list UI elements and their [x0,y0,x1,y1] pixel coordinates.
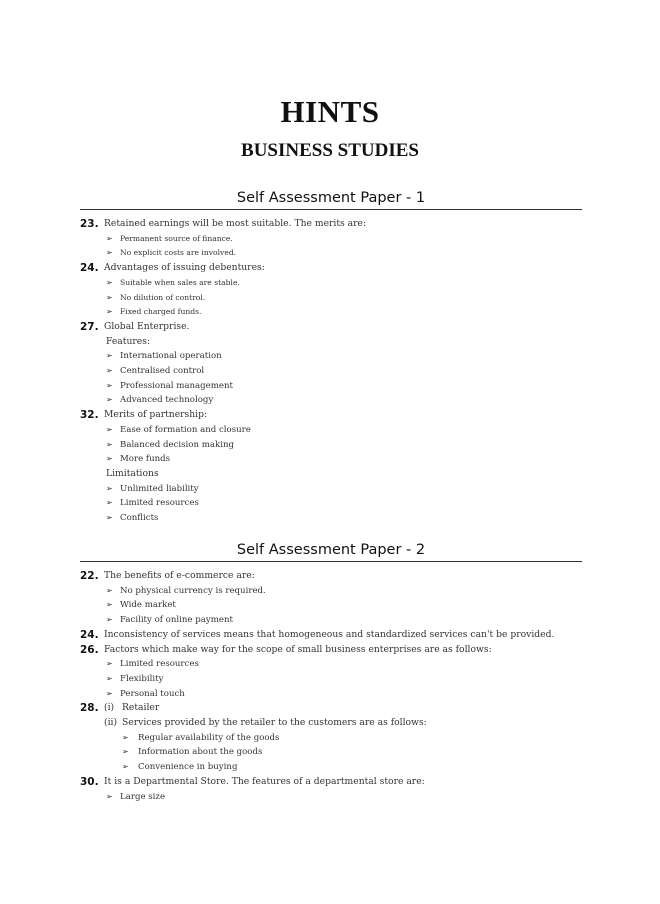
arrow-bullet-icon: ➢ [122,732,129,742]
list-item: ➢ Balanced decision making [80,438,582,453]
question-number: 22. [80,570,99,582]
answer-27 [80,320,582,335]
list-item: ➢ Centralised control [80,364,582,379]
list-item: ➢ Suitable when sales are stable. [80,276,582,291]
arrow-bullet-icon: ➢ [106,513,113,523]
list-item: ➢ Unlimited liability [80,482,582,497]
answer-26 [80,643,582,658]
list-item: ➢ Large size [80,790,582,805]
paper-2-section [80,542,582,804]
answer-24 [80,261,582,276]
arrow-bullet-icon: ➢ [106,439,113,449]
list-item: ➢ More funds [80,452,582,467]
arrow-bullet-icon: ➢ [106,483,113,493]
answer-23 [80,217,582,232]
list-item: ➢ Regular availability of the goods [80,731,582,746]
question-number: 32. [80,409,99,422]
list-item: ➢ Professional management [80,379,582,394]
arrow-bullet-icon: ➢ [106,600,113,610]
arrow-bullet-icon: ➢ [106,277,113,287]
answer-text: Factors which make way for the scope of small business enterprises are as follows: [104,643,492,655]
paper-1-answers [80,217,582,526]
paper-2-answers [80,569,582,804]
question-number: 30. [80,775,99,788]
paper-1-heading: Self Assessment Paper - 1 [80,190,582,210]
arrow-bullet-icon: ➢ [106,233,113,243]
list-item: ➢ Flexibility [80,672,582,687]
list-item: ➢ Information about the goods [80,745,582,760]
page-title: HINTS [280,94,380,129]
page-subtitle: BUSINESS STUDIES [241,140,419,161]
sub-answer-ii [80,716,582,731]
question-number: 26. [80,643,99,656]
list-item: ➢ Facility of online payment [80,613,582,628]
list-item: ➢ Ease of formation and closure [80,423,582,438]
arrow-bullet-icon: ➢ [106,292,113,302]
features-label: Features: [106,335,151,347]
arrow-bullet-icon: ➢ [106,498,113,508]
question-number: 24. [80,262,99,275]
arrow-bullet-icon: ➢ [106,454,113,464]
question-number: 27. [80,320,99,333]
list-item: ➢ Wide market [80,598,582,613]
list-item: ➢ International operation [80,349,582,364]
roman-numeral: (i) [104,702,115,714]
answer-text: It is a Departmental Store. The features of a departmental store are: [104,775,425,787]
arrow-bullet-icon: ➢ [106,615,113,625]
paper-2-heading: Self Assessment Paper - 2 [80,542,582,562]
answer-text: Merits of partnership: [104,409,208,421]
answer-text: Retailer [122,702,160,714]
list-item: ➢ Limited resources [80,657,582,672]
question-number: 23. [80,218,99,230]
list-item: ➢ Fixed charged funds. [80,305,582,320]
arrow-bullet-icon: ➢ [106,659,113,669]
limitations-label: Limitations [106,467,159,479]
list-item: ➢ Permanent source of finance. [80,232,582,247]
list-item: ➢ No physical currency is required. [80,584,582,599]
question-number: 24. [80,628,99,641]
paper-1-section [80,190,582,526]
answer-22 [80,569,582,584]
answer-24 [80,628,582,643]
answer-text: Inconsistency of services means that homogeneous and standardized services can't be provided. [104,628,555,640]
list-item: ➢ Conflicts [80,511,582,526]
answer-text: The benefits of e-commerce are: [104,570,255,581]
arrow-bullet-icon: ➢ [106,673,113,683]
answer-text: Advantages of issuing debentures: [104,262,265,274]
arrow-bullet-icon: ➢ [106,395,113,405]
arrow-bullet-icon: ➢ [106,424,113,434]
arrow-bullet-icon: ➢ [106,791,113,801]
answer-30 [80,775,582,790]
list-item: ➢ No explicit costs are involved. [80,246,582,261]
arrow-bullet-icon: ➢ [106,380,113,390]
answer-text: Services provided by the retailer to the customers are as follows: [122,717,427,729]
answer-text: Global Enterprise. [104,320,190,332]
arrow-bullet-icon: ➢ [106,351,113,361]
roman-numeral: (ii) [104,717,118,729]
list-item: ➢ No dilution of control. [80,291,582,306]
arrow-bullet-icon: ➢ [122,747,129,757]
arrow-bullet-icon: ➢ [106,248,113,258]
list-item: ➢ Convenience in buying [80,760,582,775]
answer-32 [80,408,582,423]
list-item: ➢ Advanced technology [80,393,582,408]
list-item: ➢ Personal touch [80,687,582,702]
question-number: 28. [80,702,99,715]
list-item: ➢ Limited resources [80,496,582,511]
arrow-bullet-icon: ➢ [106,366,113,376]
arrow-bullet-icon: ➢ [106,688,113,698]
arrow-bullet-icon: ➢ [122,762,129,772]
arrow-bullet-icon: ➢ [106,585,113,595]
answer-text: Retained earnings will be most suitable. The merits are: [104,218,367,229]
answer-28 [80,701,582,716]
arrow-bullet-icon: ➢ [106,307,113,317]
